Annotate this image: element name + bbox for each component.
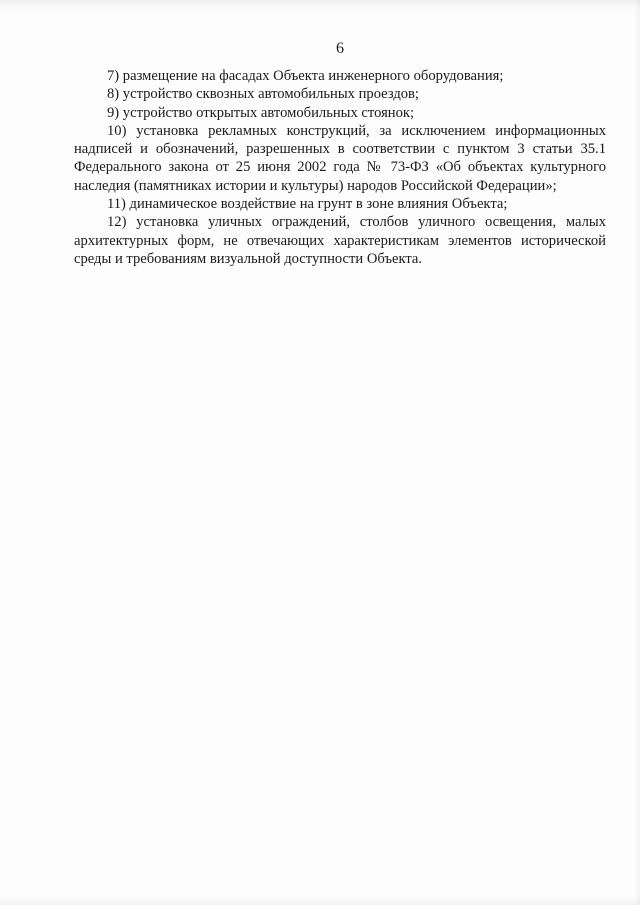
paragraph-item-12: 12) установка уличных ограждений, столбов уличного освещения, малых архитектурных форм, не отвечающих характеристикам элементов исторической среды и требованиям визуальной доступности Объекта. — [74, 214, 606, 267]
paragraph-item-10: 10) установка рекламных конструкций, за исключением информационных надписей и обозначений, разрешенных в соответствии с пунктом 3 статьи 35.1 Федерального закона от 25 июня 2002 года № 73-ФЗ «Об объектах культурного наследия (памятниках истории и культуры) народов Российской Федерации»; — [74, 122, 606, 194]
document-body — [74, 67, 606, 268]
paragraph-item-7: 7) размещение на фасадах Объекта инженерного оборудования; — [107, 68, 504, 84]
paragraph-item-11: 11) динамическое воздействие на грунт в зоне влияния Объекта; — [107, 196, 508, 213]
paragraph-item-9: 9) устройство открытых автомобильных стоянок; — [107, 104, 415, 121]
paragraph-item-8: 8) устройство сквозных автомобильных проездов; — [107, 86, 419, 103]
scan-edge-top — [0, 0, 640, 10]
scan-edge-right — [634, 0, 640, 905]
scan-edge-bottom — [0, 897, 640, 905]
page-number: 6 — [336, 40, 344, 57]
